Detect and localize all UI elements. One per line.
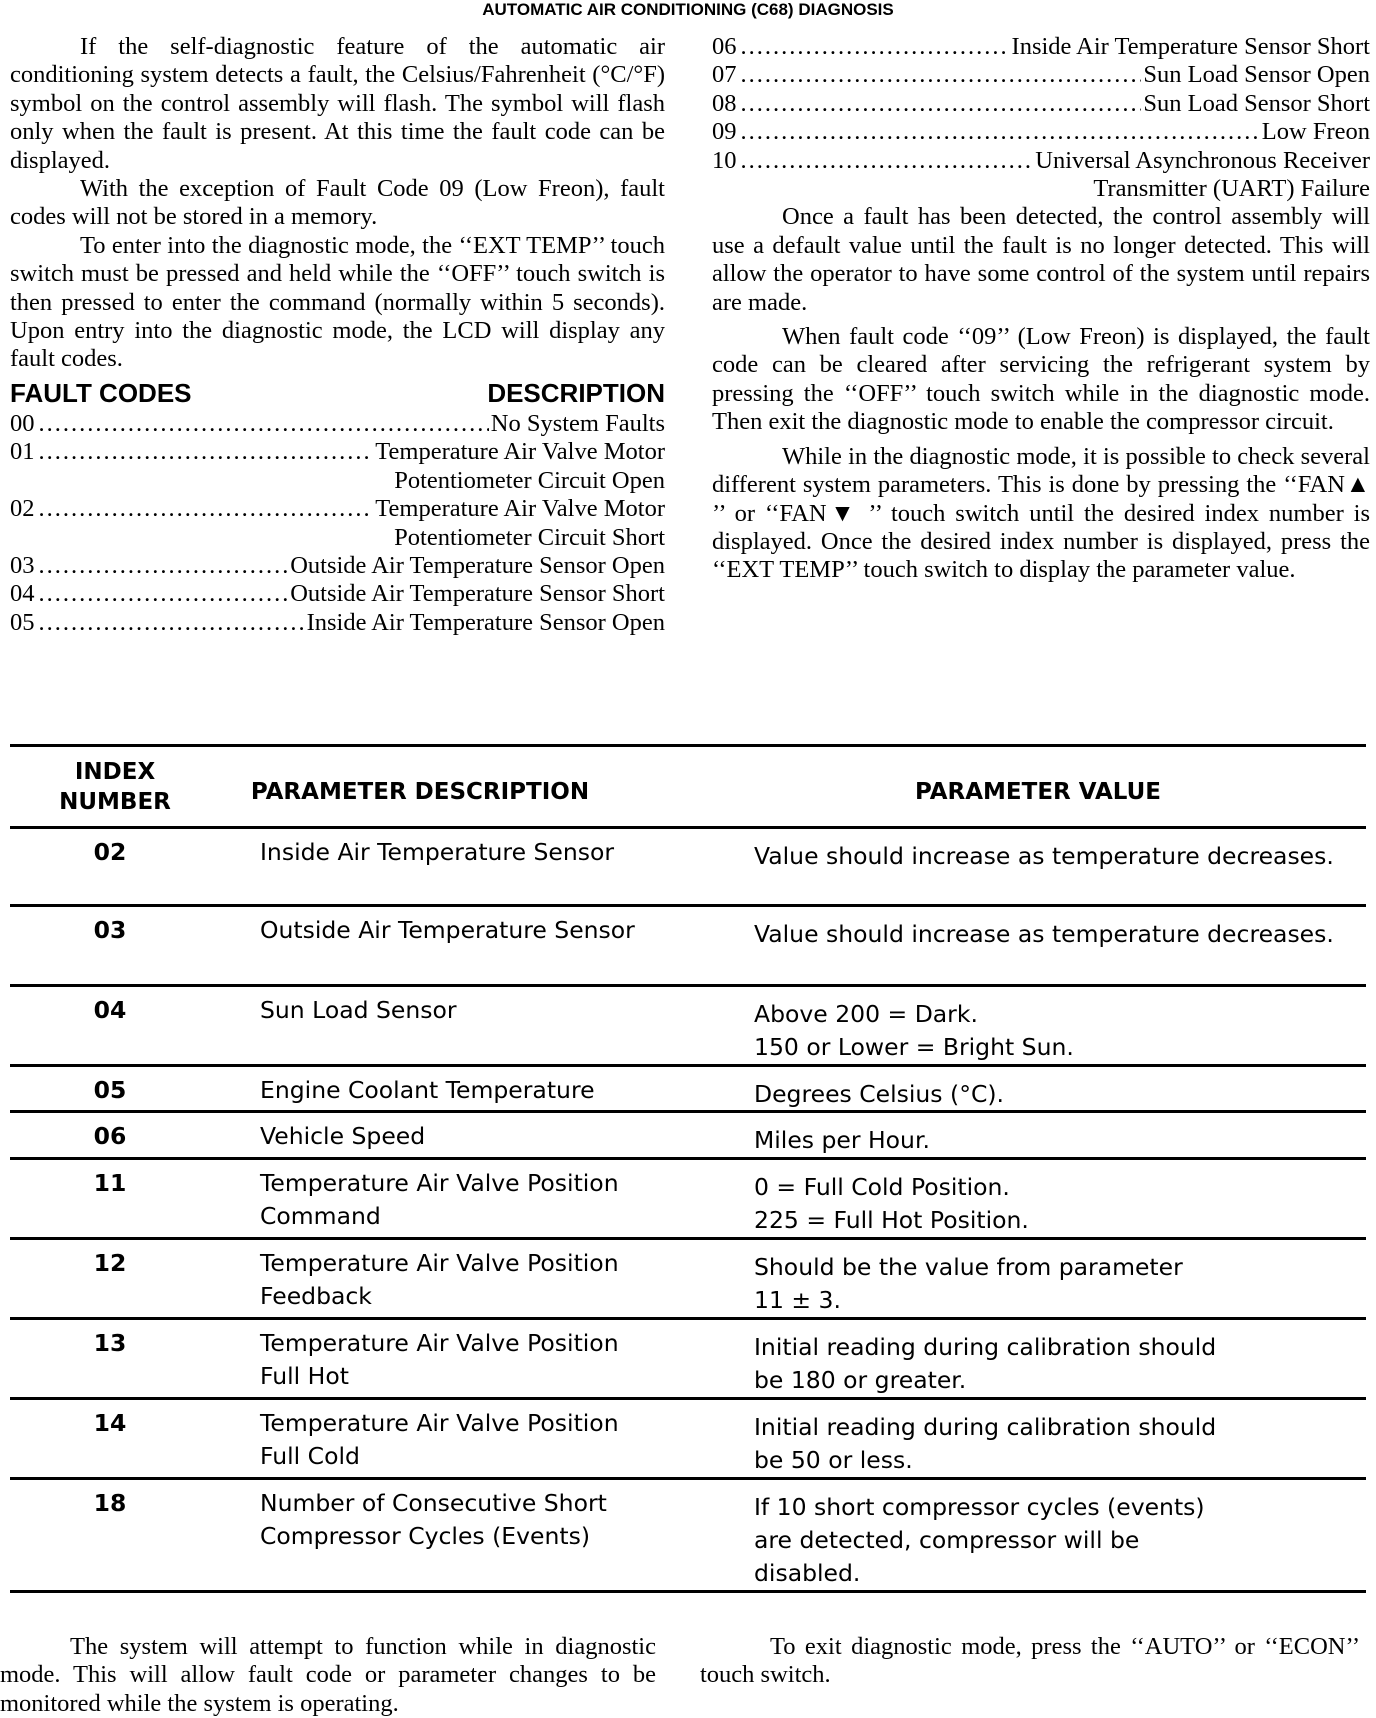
parameter-description: Temperature Air Valve Position Command (260, 1169, 619, 1230)
fault-code-description: Low Freon (1261, 118, 1370, 146)
leader-dots (741, 118, 1260, 146)
leader-dots (741, 61, 1142, 89)
fault-code: 10 (712, 146, 737, 174)
fault-code: 08 (712, 89, 737, 117)
fault-code: 02 (10, 495, 35, 523)
fault-code-description: Temperature Air Valve Motor (375, 495, 665, 523)
leader-dots (39, 495, 374, 523)
footer-right-paragraph: To exit diagnostic mode, press the ‘‘AUTO’’ or ‘‘ECON’’ touch switch. (700, 1633, 1360, 1689)
fault-codes-header-code: FAULT CODES (10, 377, 192, 408)
index-number: 18 (93, 1489, 127, 1517)
fault-code-description: Universal Asynchronous Receiver (1035, 146, 1370, 174)
index-number: 11 (93, 1169, 127, 1197)
fault-code-description: Outside Air Temperature Sensor Open (290, 551, 665, 579)
fault-code-row (10, 495, 665, 523)
fault-code-row (10, 609, 665, 637)
fault-code-row (712, 118, 1370, 146)
header-index-number: INDEX NUMBER (59, 758, 171, 815)
leader-dots (39, 580, 289, 608)
fault-code-row (10, 438, 665, 466)
fault-code-description-continued: Transmitter (UART) Failure (1093, 175, 1370, 203)
parameter-value: Value should increase as temperature decreases. (754, 920, 1334, 948)
intro-paragraph-1: If the self-diagnostic feature of the automatic air conditioning system detects a fault, the Celsius/Fahrenheit (°C/°F) symbol on the control assembly will flash. The symbol will flash only when the fault is present. At this time the fault code can be displayed. (10, 33, 665, 174)
fault-code-description: Inside Air Temperature Sensor Open (306, 608, 665, 636)
parameter-description: Engine Coolant Temperature (260, 1076, 595, 1104)
table-row (10, 1400, 1366, 1480)
fault-code-row (712, 90, 1370, 118)
fault-code: 06 (712, 33, 737, 60)
fault-code-row (712, 61, 1370, 89)
header-parameter-description: PARAMETER DESCRIPTION (250, 778, 590, 805)
fault-code: 01 (10, 438, 35, 466)
table-row (10, 1320, 1366, 1400)
fault-code-description-continued: Potentiometer Circuit Open (394, 466, 665, 494)
index-number: 06 (93, 1122, 127, 1150)
fault-code-description: Temperature Air Valve Motor (375, 438, 665, 466)
leader-dots (741, 147, 1034, 175)
index-number: 13 (93, 1329, 127, 1357)
parameter-description: Sun Load Sensor (260, 996, 457, 1024)
table-row (10, 987, 1366, 1067)
fault-code-row (712, 33, 1370, 61)
fault-code-description-continued: Potentiometer Circuit Short (394, 523, 665, 551)
parameter-description: Temperature Air Valve Position Feedback (260, 1249, 619, 1310)
fault-code-row (712, 147, 1370, 175)
table-row (10, 829, 1366, 907)
table-row (10, 907, 1366, 987)
footer-left (0, 1633, 656, 1718)
header-parameter-value: PARAMETER VALUE (914, 778, 1162, 805)
table-row (10, 1480, 1366, 1593)
fault-code-list-right (712, 33, 1370, 203)
right-paragraph-1: Once a fault has been detected, the control assembly will use a default value until the fault is no longer detected. This will allow the operator to have some control of the system until repairs are made. (712, 203, 1370, 316)
leader-dots (39, 552, 289, 580)
leader-dots (741, 90, 1142, 118)
leader-dots (39, 609, 305, 637)
parameter-description: Temperature Air Valve Position Full Hot (260, 1329, 619, 1390)
parameter-value: Miles per Hour. (754, 1126, 930, 1154)
fault-code-row (10, 580, 665, 608)
parameter-table (10, 744, 1366, 1593)
fault-code-list-left (10, 410, 665, 637)
right-column (712, 33, 1370, 585)
fault-code: 04 (10, 580, 35, 608)
parameter-description: Vehicle Speed (260, 1122, 426, 1150)
table-row (10, 1067, 1366, 1113)
parameter-table-header (10, 747, 1366, 829)
fault-code-description: Sun Load Sensor Short (1143, 89, 1370, 117)
fault-code-description: Outside Air Temperature Sensor Short (290, 580, 665, 608)
footer-right (700, 1633, 1360, 1690)
intro-paragraph-2: With the exception of Fault Code 09 (Low Freon), fault codes will not be stored in a memory. (10, 175, 665, 231)
parameter-description: Outside Air Temperature Sensor (260, 916, 635, 944)
parameter-value: Initial reading during calibration should be 180 or greater. (754, 1333, 1217, 1394)
parameter-description: Inside Air Temperature Sensor (260, 838, 615, 866)
parameter-value: If 10 short compressor cycles (events) are detected, compressor will be disabled. (754, 1493, 1205, 1587)
fault-codes-header-description: DESCRIPTION (487, 377, 665, 408)
fault-code: 05 (10, 608, 35, 636)
parameter-value: Above 200 = Dark. 150 or Lower = Bright Sun. (754, 1000, 1074, 1061)
fault-code-description: Sun Load Sensor Open (1143, 61, 1370, 89)
index-number: 14 (93, 1409, 127, 1437)
index-number: 03 (93, 916, 127, 944)
right-paragraph-3: While in the diagnostic mode, it is possible to check several different system parameters. This is done by pressing the ‘‘FAN▲ ’’ or ‘‘FAN▼ ’’ touch switch until the desired index number is displayed. Once the desired index number is displayed, press the ‘‘EXT TEMP’’ touch switch to display the parameter value. (712, 442, 1370, 584)
fault-code: 07 (712, 61, 737, 89)
index-number: 12 (93, 1249, 127, 1277)
left-column (10, 33, 665, 637)
parameter-description: Temperature Air Valve Position Full Cold (260, 1409, 619, 1470)
parameter-table-body (10, 829, 1366, 1593)
footer-left-paragraph: The system will attempt to function while in diagnostic mode. This will allow fault code or parameter changes to be monitored while the system is operating. (0, 1633, 656, 1717)
right-paragraph-2: When fault code ‘‘09’’ (Low Freon) is displayed, the fault code can be cleared after servicing the refrigerant system by pressing the ‘‘OFF’’ touch switch while in the diagnostic mode. Then exit the diagnostic mode to enable the compressor circuit. (712, 323, 1370, 436)
table-row (10, 1240, 1366, 1320)
fault-code-description: Inside Air Temperature Sensor Short (1011, 33, 1370, 60)
index-number: 04 (93, 996, 127, 1024)
parameter-value: Degrees Celsius (°C). (754, 1080, 1004, 1108)
intro-paragraph-3: To enter into the diagnostic mode, the ‘‘EXT TEMP’’ touch switch must be pressed and held while the ‘‘OFF’’ touch switch is then pressed to enter the command (normally within 5 seconds). Upon entry into the diagnostic mode, the LCD will display any fault codes. (10, 231, 665, 373)
index-number: 02 (93, 838, 127, 866)
parameter-value: Value should increase as temperature decreases. (754, 842, 1334, 870)
leader-dots (741, 33, 1010, 61)
fault-code-row (10, 552, 665, 580)
parameter-value: Initial reading during calibration should be 50 or less. (754, 1413, 1217, 1474)
leader-dots (39, 438, 374, 466)
fault-code: 00 (10, 409, 35, 437)
index-number: 05 (93, 1076, 127, 1104)
fault-code-description: No System Faults (490, 409, 665, 437)
table-row (10, 1160, 1366, 1240)
parameter-value: 0 = Full Cold Position. 225 = Full Hot Position. (754, 1173, 1029, 1234)
fault-code: 03 (10, 551, 35, 579)
leader-dots (39, 410, 489, 438)
parameter-value: Should be the value from parameter 11 ± 3. (754, 1253, 1183, 1314)
fault-code-row (10, 410, 665, 438)
table-row (10, 1113, 1366, 1160)
parameter-description: Number of Consecutive Short Compressor Cycles (Events) (260, 1489, 607, 1550)
fault-codes-header (10, 378, 665, 408)
fault-code: 09 (712, 118, 737, 146)
page-title: AUTOMATIC AIR CONDITIONING (C68) DIAGNOSIS (482, 0, 894, 19)
